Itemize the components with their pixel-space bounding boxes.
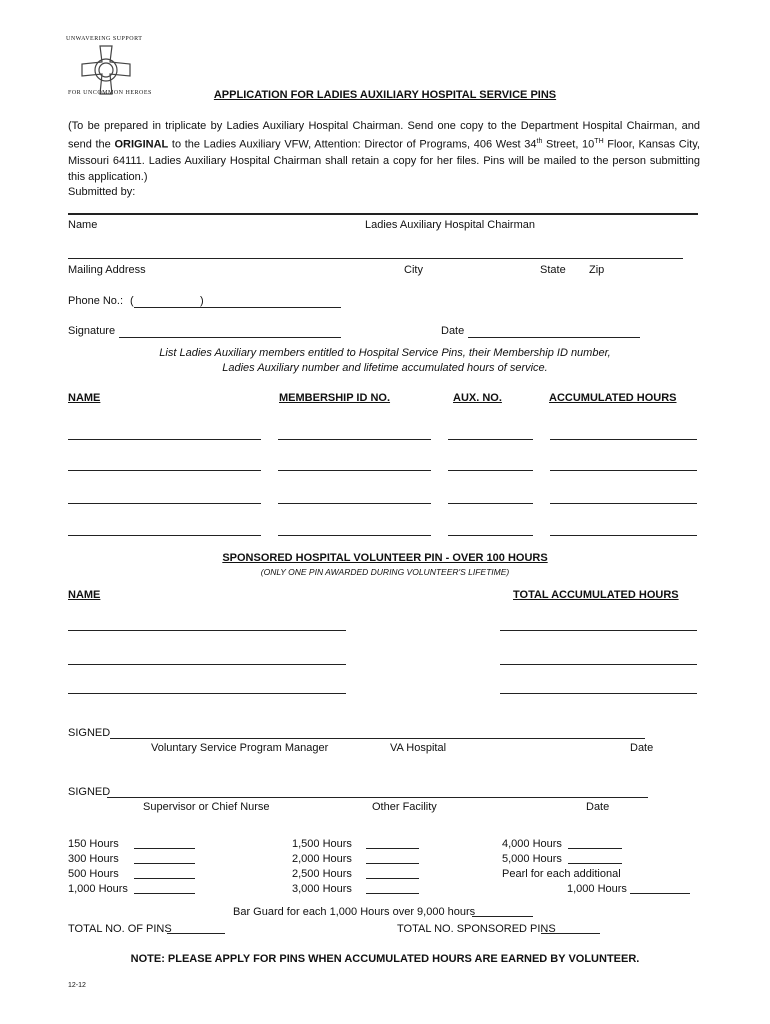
chairman-label: Ladies Auxiliary Hospital Chairman [365,219,535,231]
date-field[interactable] [468,337,640,338]
sponsored-hours-field[interactable] [500,664,697,665]
sponsored-name-field[interactable] [68,693,346,694]
intro-sup-2: TH [594,138,604,145]
hours-count-field[interactable] [366,878,419,879]
bar-guard-label: Bar Guard for each 1,000 Hours over 9,000 hours [233,906,476,918]
submitted-by-label: Submitted by: [68,186,136,198]
member-id-field[interactable] [278,535,431,536]
sponsored-title: SPONSORED HOSPITAL VOLUNTEER PIN - OVER 100 HOURS [222,552,548,564]
hours-count-field[interactable] [366,893,419,894]
member-aux-field[interactable] [448,535,533,536]
divider [68,213,698,215]
intro-paragraph [68,118,700,185]
intro-text-3: Street, 10 [542,138,595,151]
col-header-name: NAME [68,392,101,404]
signed-label-1: SIGNED [68,727,111,739]
sponsored-name-field[interactable] [68,630,346,631]
hours-count-field[interactable] [568,863,622,864]
signed1-facility: VA Hospital [390,742,447,754]
intro-text-4: Floor, Kansas City, Missouri 64111. Ladies Auxiliary Hospital Chairman shall retain a copy for her files. Pins will be mailed to the person submitting this application.) [68,138,700,183]
hours-label: 1,000 Hours [567,883,627,895]
form-code: 12-12 [68,982,86,989]
phone-close-paren: ) [200,295,204,307]
signed-label-2: SIGNED [68,786,111,798]
signed-field-2[interactable] [107,797,648,798]
hours-count-field[interactable] [366,863,419,864]
signature-label: Signature [68,325,116,337]
phone-field[interactable] [134,307,341,308]
mailing-address-field[interactable] [68,258,683,259]
hours-count-field[interactable] [134,863,195,864]
list-instruction-1: List Ladies Auxiliary members entitled to Hospital Service Pins, their Membership ID number, [159,347,611,359]
sponsored-header-total-hours: TOTAL ACCUMULATED HOURS [513,589,679,601]
total-sponsored-field[interactable] [541,933,600,934]
signed1-role: Voluntary Service Program Manager [151,742,329,754]
hours-label: Pearl for each additional [502,868,621,880]
member-hours-field[interactable] [550,470,697,471]
name-label: Name [68,219,98,231]
date-label: Date [441,325,465,337]
hours-label: 1,500 Hours [292,838,352,850]
member-hours-field[interactable] [550,439,697,440]
sponsored-header-name: NAME [68,589,101,601]
note-text: NOTE: PLEASE APPLY FOR PINS WHEN ACCUMULATED HOURS ARE EARNED BY VOLUNTEER. [130,953,640,965]
city-label: City [404,264,423,276]
intro-original: ORIGINAL [114,138,169,151]
sponsored-hours-field[interactable] [500,630,697,631]
hours-label: 3,000 Hours [292,883,352,895]
member-name-field[interactable] [68,503,261,504]
bar-guard-field[interactable] [472,916,533,917]
hours-count-field[interactable] [134,878,195,879]
intro-text-2: to the Ladies Auxiliary VFW, Attention: Director of Programs, 406 West 34 [168,138,537,151]
logo-top-text: UNWAVERING SUPPORT [66,36,143,42]
member-id-field[interactable] [278,439,431,440]
hours-count-field[interactable] [630,893,690,894]
intro-sup-1: th [536,138,543,145]
col-header-aux-no: AUX. NO. [453,392,502,404]
hours-label: 4,000 Hours [502,838,562,850]
signed2-facility: Other Facility [372,801,437,813]
intro-text-1: (To be prepared in triplicate by Ladies Auxiliary Hospital Chairman. Send one copy to the Department Hospital Chairman, and send the [68,120,700,151]
signed2-role: Supervisor or Chief Nurse [143,801,270,813]
phone-open-paren: ( [130,295,134,307]
signed-field-1[interactable] [110,738,645,739]
mailing-address-label: Mailing Address [68,264,146,276]
col-header-accumulated-hours: ACCUMULATED HOURS [549,392,677,404]
member-aux-field[interactable] [448,470,533,471]
member-aux-field[interactable] [448,439,533,440]
signature-field[interactable] [119,337,341,338]
phone-label: Phone No.: [68,295,124,307]
hours-label: 1,000 Hours [68,883,128,895]
hours-count-field[interactable] [134,848,195,849]
member-id-field[interactable] [278,470,431,471]
state-label: State [540,264,566,276]
col-header-membership-id: MEMBERSHIP ID NO. [279,392,391,404]
page-title: APPLICATION FOR LADIES AUXILIARY HOSPITAL SERVICE PINS [213,89,557,101]
hours-label: 150 Hours [68,838,119,850]
member-hours-field[interactable] [550,503,697,504]
signed1-date: Date [630,742,654,754]
hours-label: 2,000 Hours [292,853,352,865]
sponsored-hours-field[interactable] [500,693,697,694]
sponsored-name-field[interactable] [68,664,346,665]
signed2-date: Date [586,801,610,813]
hours-label: 5,000 Hours [502,853,562,865]
total-sponsored-label: TOTAL NO. SPONSORED PINS [397,923,556,935]
sponsored-subtitle: (ONLY ONE PIN AWARDED DURING VOLUNTEER'S LIFETIME) [260,567,510,577]
member-id-field[interactable] [278,503,431,504]
hours-label: 2,500 Hours [292,868,352,880]
member-hours-field[interactable] [550,535,697,536]
member-name-field[interactable] [68,470,261,471]
hours-count-field[interactable] [366,848,419,849]
hours-count-field[interactable] [134,893,195,894]
hours-label: 500 Hours [68,868,119,880]
total-pins-label: TOTAL NO. OF PINS [68,923,172,935]
logo-bottom-text: FOR UNCOMMON HEROES [68,90,152,96]
member-name-field[interactable] [68,535,261,536]
hours-count-field[interactable] [568,848,622,849]
total-pins-field[interactable] [167,933,225,934]
member-name-field[interactable] [68,439,261,440]
list-instruction-2: Ladies Auxiliary number and lifetime accumulated hours of service. [222,362,548,374]
zip-label: Zip [589,264,605,276]
member-aux-field[interactable] [448,503,533,504]
hours-label: 300 Hours [68,853,119,865]
